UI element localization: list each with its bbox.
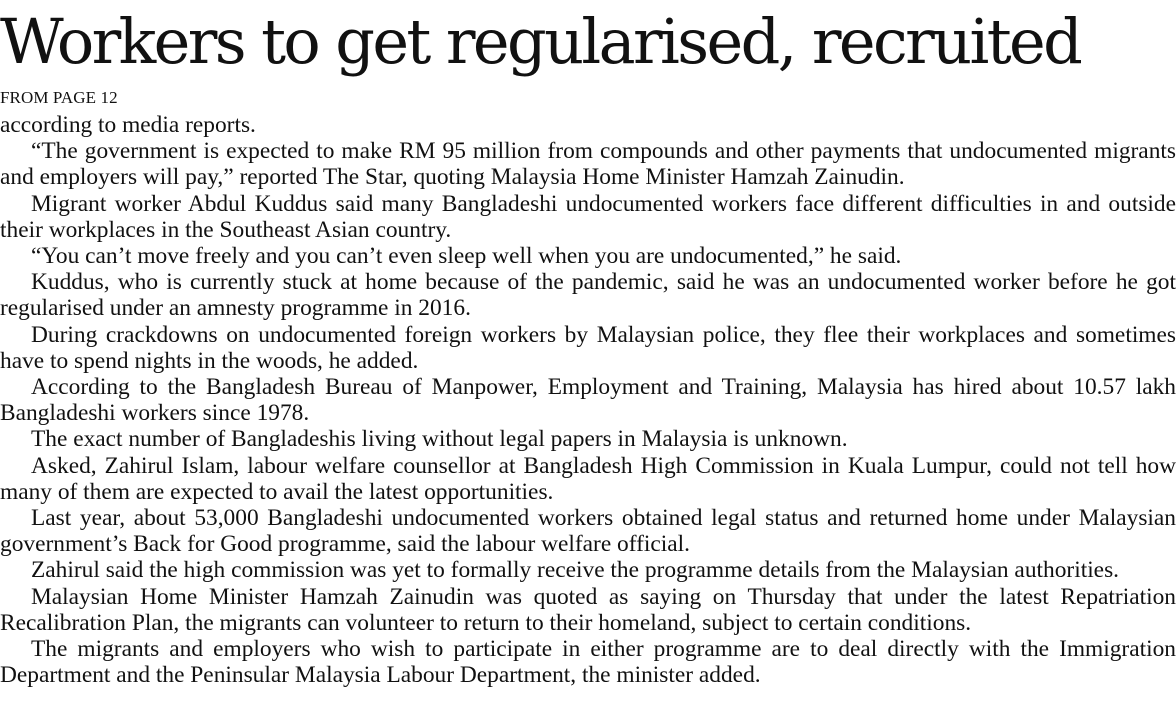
paragraph: “You can’t move freely and you can’t even sleep well when you are undocumented,” he said.: [31, 243, 902, 270]
paragraph: The exact number of Bangladeshis living without legal papers in Malaysia is unknown.: [31, 426, 848, 453]
paragraph: Kuddus, who is currently stuck at home because of the pandemic, said he was an undocumented worker before he got regularised under an amnesty programme in 2016.: [0, 269, 1176, 322]
paragraph: Last year, about 53,000 Bangladeshi undocumented workers obtained legal status and returned home under Malaysian government’s Back for Good programme, said the labour welfare official.: [0, 505, 1176, 558]
paragraph: The migrants and employers who wish to participate in either programme are to deal directly with the Immigration Department and the Peninsular Malaysia Labour Department, the minister added.: [0, 636, 1176, 689]
paragraph: During crackdowns on undocumented foreign workers by Malaysian police, they flee their workplaces and sometimes have to spend nights in the woods, he added.: [0, 321, 1176, 374]
headline: Workers to get regularised, recruited: [0, 5, 1081, 78]
paragraph: Malaysian Home Minister Hamzah Zainudin was quoted as saying on Thursday that under the latest Repatriation Recalibration Plan, the migrants can volunteer to return to their homeland, subject to certain conditions.: [0, 583, 1176, 636]
paragraph: Zahirul said the high commission was yet to formally receive the programme details from the Malaysian authorities.: [31, 557, 1120, 584]
paragraph: Asked, Zahirul Islam, labour welfare counsellor at Bangladesh High Commission in Kuala Lumpur, could not tell how many of them are expected to avail the latest opportunities.: [0, 452, 1176, 505]
article-body: [0, 112, 1176, 688]
paragraph: Migrant worker Abdul Kuddus said many Bangladeshi undocumented workers face different difficulties in and outside their workplaces in the Southeast Asian country.: [0, 190, 1176, 243]
paragraph: “The government is expected to make RM 95 million from compounds and other payments that undocumented migrants and employers will pay,” reported The Star, quoting Malaysia Home Minister Hamzah Zainudin.: [0, 138, 1176, 191]
paragraph: According to the Bangladesh Bureau of Manpower, Employment and Training, Malaysia has hired about 10.57 lakh Bangladeshi workers since 1978.: [0, 374, 1176, 427]
paragraph: according to media reports.: [0, 112, 256, 138]
continued-from-label: FROM PAGE 12: [0, 88, 118, 107]
